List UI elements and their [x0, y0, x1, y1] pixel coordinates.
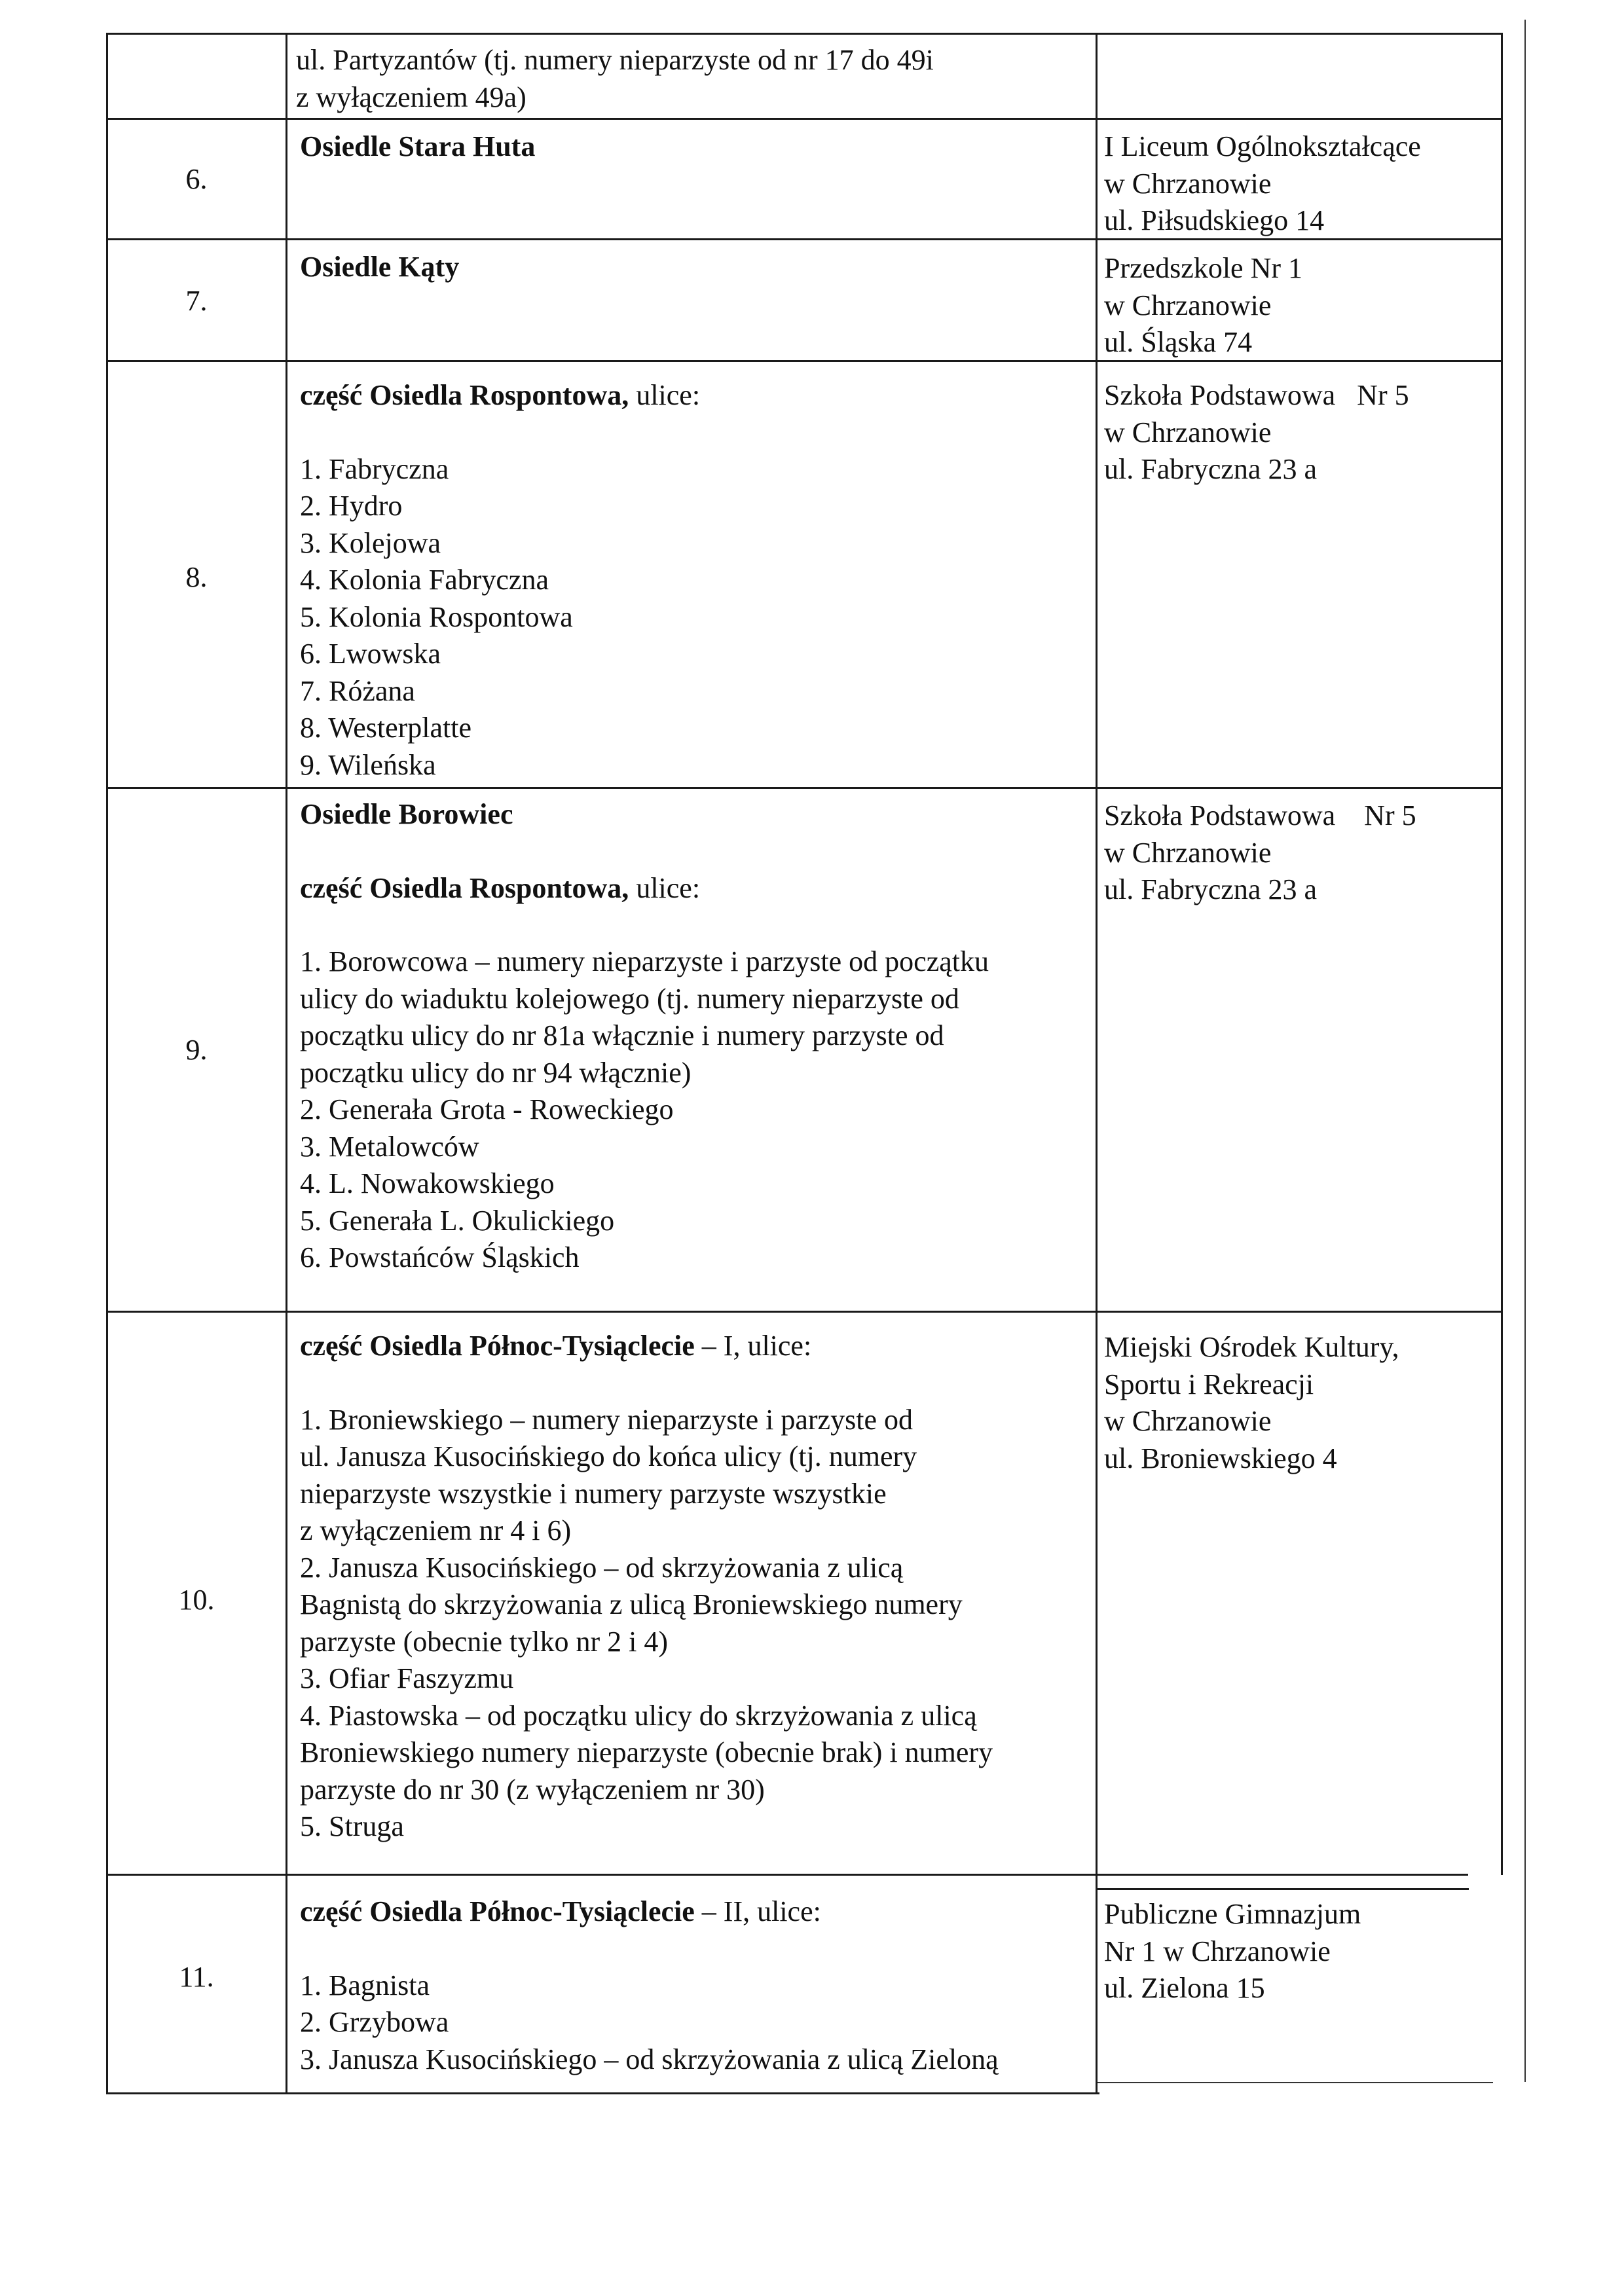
street-item: Bagnistą do skrzyżowania z ulicą Broniewskiego numery	[300, 1588, 963, 1620]
street-item: Broniewskiego numery nieparzyste (obecnie brak) i numery	[300, 1736, 993, 1768]
district-heading-suffix: – II, ulice:	[694, 1895, 821, 1927]
district-title: Osiedle Kąty	[300, 251, 460, 283]
row-number: 9.	[185, 1034, 208, 1066]
school-line: Szkoła Podstawowa Nr 5	[1104, 379, 1409, 411]
school-line: Nr 1 w Chrzanowie	[1104, 1935, 1331, 1967]
school-line: Sportu i Rekreacji	[1104, 1368, 1314, 1400]
row-number: 6.	[185, 163, 208, 195]
school-line: w Chrzanowie	[1104, 167, 1272, 200]
row-divider	[106, 1874, 1468, 1876]
table-top-border	[106, 33, 1503, 35]
district-cell	[300, 796, 1089, 1277]
street-item: 3. Metalowców	[300, 1130, 479, 1163]
district-cell	[296, 42, 1088, 116]
school-line: w Chrzanowie	[1104, 289, 1272, 321]
school-line: ul. Broniewskiego 4	[1104, 1442, 1337, 1474]
row-number: 7.	[185, 285, 208, 317]
district-heading-suffix: ulice:	[629, 871, 701, 904]
street-item: 7. Różana	[300, 674, 415, 707]
district-cell	[300, 1328, 1089, 1846]
table-bottom-border	[106, 2092, 1099, 2094]
district-heading: część Osiedla Rospontowa,	[300, 871, 629, 904]
column-divider	[1096, 33, 1098, 2094]
school-line: Przedszkole Nr 1	[1104, 252, 1303, 284]
school-line: Szkoła Podstawowa Nr 5	[1104, 799, 1416, 831]
row-number: 10.	[178, 1584, 215, 1616]
school-cell	[1104, 250, 1497, 361]
street-item: ul. Janusza Kusocińskiego do końca ulicy (tj. numery	[300, 1440, 917, 1472]
street-item: 2. Generała Grota - Roweckiego	[300, 1093, 674, 1125]
street-item: 1. Bagnista	[300, 1969, 430, 2001]
page-bottom-rule	[1096, 2082, 1493, 2083]
school-cell	[1104, 1329, 1497, 1477]
district-heading: część Osiedla Północ-Tysiąclecie	[300, 1895, 695, 1927]
street-item: parzyste do nr 30 (z wyłączeniem nr 30)	[300, 1773, 765, 1806]
school-line: Miejski Ośrodek Kultury,	[1104, 1331, 1399, 1363]
district-heading: część Osiedla Północ-Tysiąclecie	[300, 1330, 695, 1362]
school-line: ul. Piłsudskiego 14	[1104, 204, 1325, 236]
street-item: 1. Broniewskiego – numery nieparzyste i parzyste od	[300, 1403, 913, 1436]
street-item: 5. Kolonia Rospontowa	[300, 600, 573, 633]
school-line: ul. Zielona 15	[1104, 1972, 1265, 2004]
street-item: 9. Wileńska	[300, 748, 436, 781]
school-cell	[1104, 1896, 1497, 2007]
school-line: I Liceum Ogólnokształcące	[1104, 130, 1421, 162]
street-item: 6. Powstańców Śląskich	[300, 1241, 580, 1273]
street-item: ulicy do wiaduktu kolejowego (tj. numery nieparzyste od	[300, 982, 959, 1015]
district-title: Osiedle Borowiec	[300, 798, 513, 830]
school-line: Publiczne Gimnazjum	[1104, 1898, 1361, 1930]
street-item: nieparzyste wszystkie i numery parzyste wszystkie	[300, 1477, 887, 1510]
street-item: 3. Janusza Kusocińskiego – od skrzyżowania z ulicą Zieloną	[300, 2043, 999, 2075]
row-divider	[106, 118, 1503, 120]
street-item: 1. Borowcowa – numery nieparzyste i parzyste od początku	[300, 945, 989, 977]
street-item: 4. L. Nowakowskiego	[300, 1167, 555, 1199]
school-line: w Chrzanowie	[1104, 416, 1272, 448]
school-line: ul. Śląska 74	[1104, 326, 1253, 358]
district-cell	[300, 1893, 1092, 2078]
district-line: z wyłączeniem 49a)	[296, 81, 526, 113]
school-cell	[1104, 377, 1497, 488]
street-item: 5. Generała L. Okulickiego	[300, 1204, 615, 1237]
street-item: 4. Kolonia Fabryczna	[300, 564, 549, 596]
district-line: ul. Partyzantów (tj. numery nieparzyste od nr 17 do 49i	[296, 44, 934, 76]
street-item: 3. Kolejowa	[300, 526, 441, 559]
street-item: 2. Janusza Kusocińskiego – od skrzyżowania z ulicą	[300, 1551, 904, 1584]
street-item: początku ulicy do nr 81a włącznie i numery parzyste od	[300, 1019, 944, 1051]
page-margin-rule	[1524, 20, 1526, 2082]
street-item: początku ulicy do nr 94 włącznie)	[300, 1056, 692, 1089]
district-cell	[300, 249, 1086, 286]
school-line: ul. Fabryczna 23 a	[1104, 453, 1317, 485]
street-item: 5. Struga	[300, 1810, 404, 1842]
street-item: 6. Lwowska	[300, 638, 441, 670]
district-title: Osiedle Stara Huta	[300, 130, 536, 162]
row-divider	[106, 1311, 1503, 1313]
district-cell	[300, 128, 1086, 166]
district-cell	[300, 377, 1086, 784]
street-item: 4. Piastowska – od początku ulicy do skrzyżowania z ulicą	[300, 1699, 977, 1732]
row-divider	[1096, 1888, 1469, 1890]
row-number: 11.	[179, 1961, 214, 1993]
district-heading: część Osiedla Rospontowa,	[300, 379, 629, 411]
district-heading-suffix: ulice:	[629, 379, 701, 411]
street-item: 3. Ofiar Faszyzmu	[300, 1662, 514, 1694]
row-number: 8.	[185, 561, 208, 593]
district-heading-suffix: – I, ulice:	[694, 1330, 812, 1362]
school-cell	[1104, 128, 1497, 240]
school-line: w Chrzanowie	[1104, 1405, 1272, 1437]
street-item: z wyłączeniem nr 4 i 6)	[300, 1514, 572, 1546]
street-item: 2. Hydro	[300, 490, 403, 522]
school-cell	[1104, 797, 1497, 909]
table-right-border	[1501, 33, 1503, 1875]
column-divider	[286, 33, 287, 2094]
street-item: 8. Westerplatte	[300, 712, 472, 744]
school-line: w Chrzanowie	[1104, 836, 1272, 869]
school-line: ul. Fabryczna 23 a	[1104, 873, 1317, 905]
street-item: 2. Grzybowa	[300, 2006, 449, 2038]
street-item: 1. Fabryczna	[300, 452, 449, 485]
table-left-border	[106, 33, 108, 2094]
street-item: parzyste (obecnie tylko nr 2 i 4)	[300, 1625, 669, 1658]
row-divider	[106, 787, 1503, 789]
